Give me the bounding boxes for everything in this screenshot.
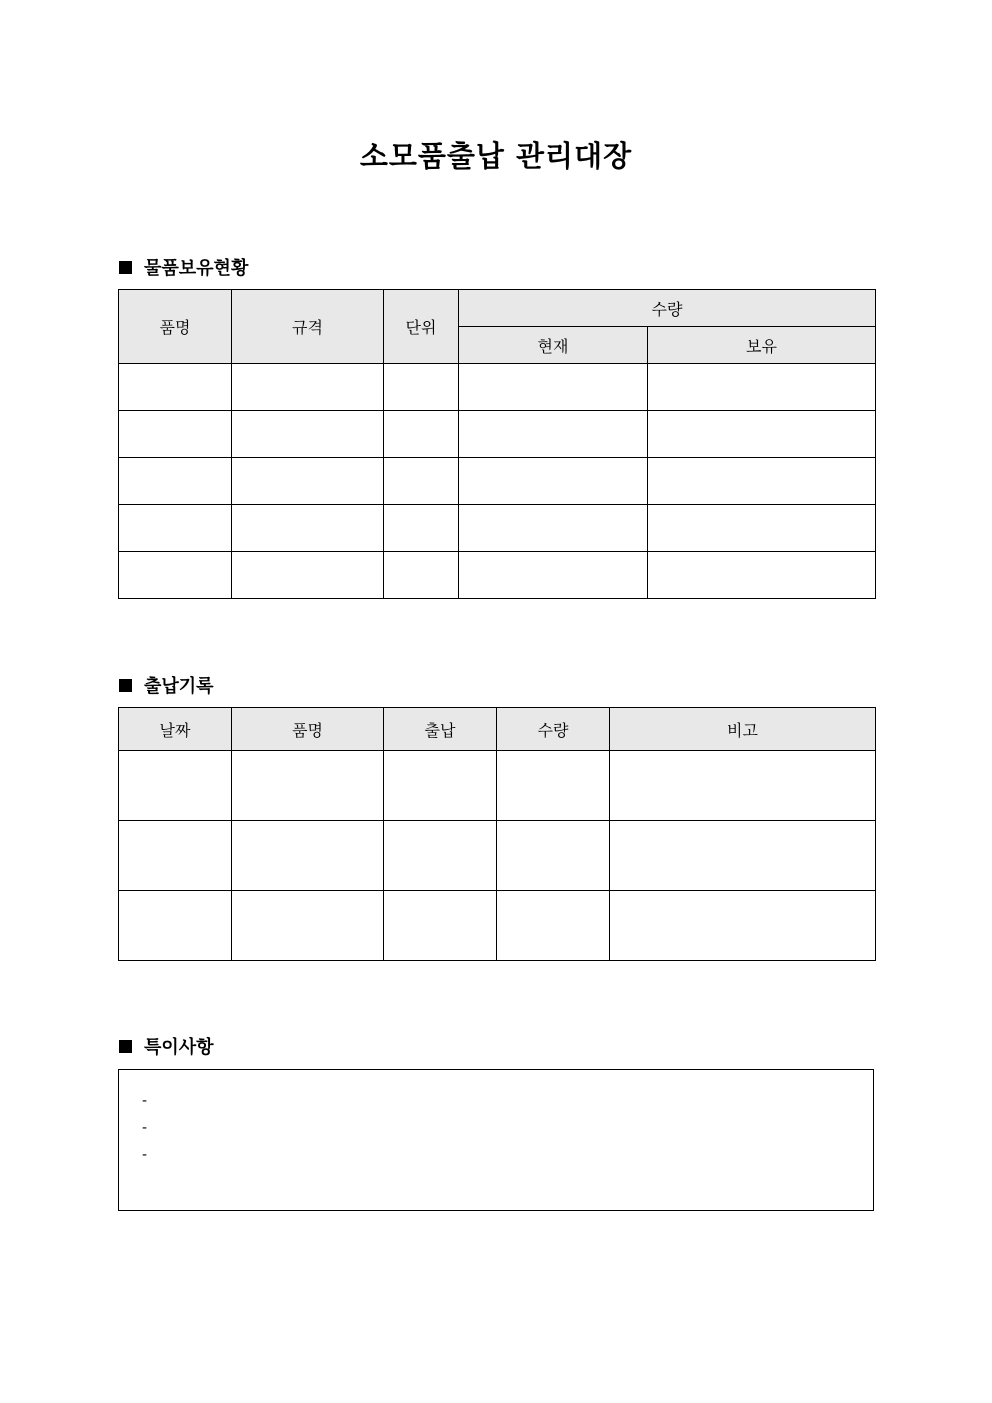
table-row: [119, 751, 876, 821]
notes-box[interactable]: [118, 1069, 874, 1211]
cell-quantity[interactable]: [497, 821, 610, 891]
cell-item-name[interactable]: [119, 458, 232, 505]
table-row: [119, 458, 876, 505]
cell-remarks[interactable]: [610, 751, 876, 821]
table-row: [119, 552, 876, 599]
notes-item[interactable]: -: [142, 1093, 148, 1109]
record-table: [118, 707, 876, 961]
header-in-out: 출납: [384, 708, 497, 751]
header-remarks: 비고: [610, 708, 876, 751]
cell-date[interactable]: [119, 751, 232, 821]
cell-held[interactable]: [648, 411, 876, 458]
cell-current[interactable]: [459, 364, 648, 411]
record-section-heading: [119, 672, 214, 698]
header-held: 보유: [648, 327, 876, 364]
header-quantity: 수량: [459, 290, 876, 327]
table-row: [119, 364, 876, 411]
cell-spec[interactable]: [232, 411, 384, 458]
table-row: [119, 821, 876, 891]
notes-section-heading: [119, 1033, 214, 1059]
cell-item-name[interactable]: [232, 891, 384, 961]
cell-held[interactable]: [648, 552, 876, 599]
cell-unit[interactable]: [384, 411, 459, 458]
cell-unit[interactable]: [384, 364, 459, 411]
cell-date[interactable]: [119, 821, 232, 891]
document-title: 소모품출납 관리대장: [359, 139, 633, 173]
header-quantity: 수량: [497, 708, 610, 751]
inventory-section-heading: [119, 254, 248, 280]
cell-date[interactable]: [119, 891, 232, 961]
cell-spec[interactable]: [232, 552, 384, 599]
cell-current[interactable]: [459, 552, 648, 599]
cell-quantity[interactable]: [497, 891, 610, 961]
cell-current[interactable]: [459, 458, 648, 505]
cell-spec[interactable]: [232, 364, 384, 411]
header-item-name: 품명: [119, 290, 232, 364]
square-bullet-icon: [119, 679, 132, 692]
table-row: [119, 891, 876, 961]
cell-item-name[interactable]: [119, 505, 232, 552]
notes-heading-label: 특이사항: [144, 1037, 214, 1058]
cell-held[interactable]: [648, 458, 876, 505]
cell-spec[interactable]: [232, 505, 384, 552]
cell-unit[interactable]: [384, 458, 459, 505]
cell-remarks[interactable]: [610, 891, 876, 961]
header-date: 날짜: [119, 708, 232, 751]
notes-item[interactable]: -: [142, 1147, 148, 1163]
cell-item-name[interactable]: [232, 821, 384, 891]
notes-item[interactable]: -: [142, 1120, 148, 1136]
record-heading-label: 출납기록: [144, 676, 214, 697]
cell-item-name[interactable]: [119, 552, 232, 599]
cell-current[interactable]: [459, 411, 648, 458]
table-row: [119, 411, 876, 458]
inventory-table: [118, 289, 876, 599]
cell-in-out[interactable]: [384, 751, 497, 821]
cell-quantity[interactable]: [497, 751, 610, 821]
header-item-name: 품명: [232, 708, 384, 751]
header-current: 현재: [459, 327, 648, 364]
cell-item-name[interactable]: [119, 364, 232, 411]
square-bullet-icon: [119, 1040, 132, 1053]
header-spec: 규격: [232, 290, 384, 364]
cell-unit[interactable]: [384, 552, 459, 599]
cell-held[interactable]: [648, 505, 876, 552]
inventory-heading-label: 물품보유현황: [144, 258, 249, 279]
cell-held[interactable]: [648, 364, 876, 411]
header-unit: 단위: [384, 290, 459, 364]
table-row: [119, 505, 876, 552]
cell-remarks[interactable]: [610, 821, 876, 891]
cell-in-out[interactable]: [384, 821, 497, 891]
cell-item-name[interactable]: [232, 751, 384, 821]
cell-in-out[interactable]: [384, 891, 497, 961]
cell-spec[interactable]: [232, 458, 384, 505]
cell-item-name[interactable]: [119, 411, 232, 458]
notes-list: [119, 1070, 873, 1169]
cell-unit[interactable]: [384, 505, 459, 552]
cell-current[interactable]: [459, 505, 648, 552]
square-bullet-icon: [119, 261, 132, 274]
